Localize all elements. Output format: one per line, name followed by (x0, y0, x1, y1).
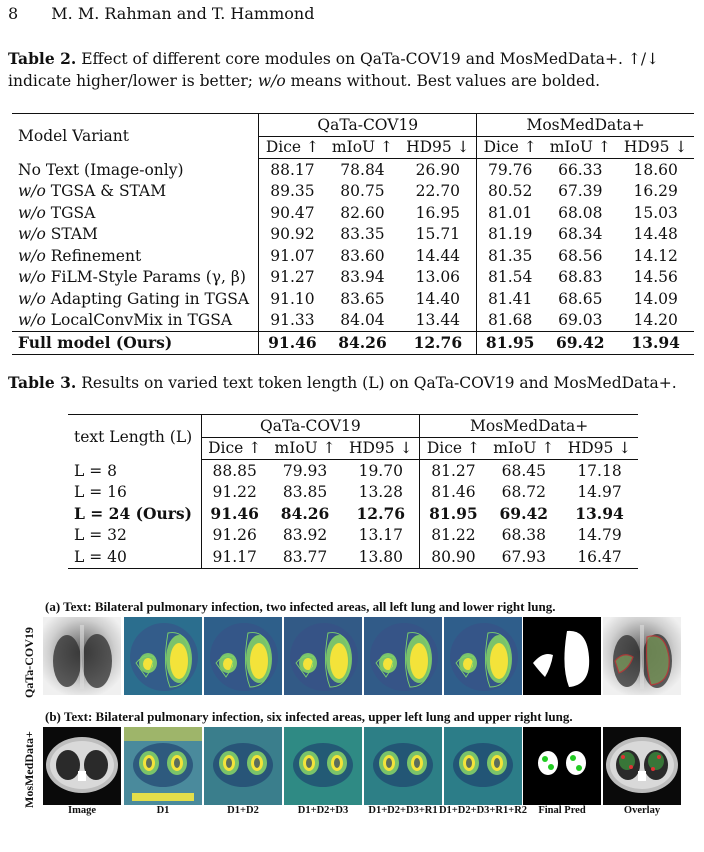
table2-cell: 14.44 (400, 245, 477, 267)
table2-cell: 84.04 (340, 311, 385, 330)
table2-cell: 81.68 (488, 311, 533, 330)
page-number: 8 (8, 4, 19, 23)
without-prefix: w/o (18, 225, 46, 244)
table3-group2: MosMedData+ (420, 415, 638, 438)
table3-row-name: L = 40 (74, 547, 127, 566)
table2-cell: 83.35 (340, 225, 385, 244)
table2-cell: 15.03 (633, 203, 678, 222)
table2-cell: 68.34 (558, 225, 603, 244)
table2-cell: 68.65 (558, 289, 603, 308)
row-label-b: MosMedData+ (22, 731, 36, 808)
table3-caption-text: Results on varied text token length (L) on QaTa-COV19 and MosMedData+. (76, 374, 677, 392)
table3-col-model: text Length (L) (68, 415, 201, 460)
table2-metric-header: HD95 ↓ (400, 136, 477, 159)
table3-cell: 81.95 (429, 504, 478, 524)
table3-cell: 16.47 (561, 546, 638, 568)
table3-row (68, 546, 638, 568)
table2-cell: 80.75 (340, 182, 385, 201)
table2-cell: 68.83 (558, 268, 603, 287)
table2-cell: 79.76 (488, 160, 533, 179)
table3-cell: 88.85 (212, 461, 257, 480)
table2-row-label (12, 202, 259, 224)
row-label-a: QaTa-COV19 (22, 627, 36, 698)
table2-row (12, 159, 694, 181)
table3-metric-header: mIoU ↑ (268, 437, 342, 460)
table2-caption-line2c: means without. Best values are bolded. (285, 72, 601, 90)
table2-row-name: STAM (45, 225, 98, 244)
qata-d1d2d3r1-heatmap (364, 617, 442, 695)
table3-cell: 83.77 (268, 546, 342, 568)
table3-cell: 13.94 (575, 504, 624, 524)
qata-final-pred-mask (523, 617, 601, 695)
table3-cell: 17.18 (577, 461, 622, 480)
table3-cell: 83.85 (282, 483, 328, 502)
table2-row-label (12, 159, 259, 181)
table2-cell: 81.19 (488, 225, 533, 244)
table2-cell: 14.48 (633, 225, 678, 244)
table3-row-label (68, 503, 201, 525)
column-label: D1+D2+D3+R1+R2 (438, 805, 528, 816)
table3-row (68, 503, 638, 525)
table3-cell: 68.38 (501, 526, 546, 545)
table3-metric-header: HD95 ↓ (342, 437, 419, 460)
table2-metric-header: Dice ↑ (259, 136, 326, 159)
table2-cell: 69.03 (558, 311, 603, 330)
table2-row (12, 288, 694, 310)
table2-cell: 18.60 (633, 160, 678, 179)
qata-d1d2d3-heatmap (284, 617, 362, 695)
mosmed-d1d2d3r1-heatmap (364, 727, 442, 805)
mosmed-final-pred-mask (523, 727, 601, 805)
table3-metric-header: mIoU ↑ (487, 437, 561, 460)
table2-cell: 14.12 (633, 246, 678, 265)
table2-col-model: Model Variant (12, 114, 259, 159)
table2-metric-header: Dice ↑ (477, 136, 544, 159)
table3-row-label (68, 525, 201, 547)
table2-row-name: TGSA & STAM (45, 182, 167, 201)
qata-d1-heatmap (124, 617, 202, 695)
table2-cell: 13.44 (400, 310, 477, 332)
table2-cell: 81.35 (488, 246, 533, 265)
table3-label: Table 3. (8, 373, 77, 392)
table2-cell: 67.39 (558, 182, 603, 201)
table2-cell: 68.56 (558, 246, 603, 265)
table3-metric-header: HD95 ↓ (561, 437, 638, 460)
table2-cell: 12.76 (400, 332, 477, 355)
table3-cell: 91.17 (201, 546, 268, 568)
table2-caption-line2a: indicate higher/lower is better; (8, 72, 258, 90)
table2-cell: 78.84 (340, 160, 385, 179)
table2-cell: 83.94 (340, 268, 385, 287)
table3-row (68, 482, 638, 504)
table2-row-name: Full model (Ours) (18, 333, 173, 353)
table3-cell: 81.46 (431, 483, 476, 502)
table2-row-name: No Text (Image-only) (18, 160, 184, 179)
without-prefix: w/o (18, 182, 46, 201)
table2-row-name: TGSA (45, 203, 96, 222)
without-prefix: w/o (18, 311, 46, 330)
table2-cell: 89.35 (270, 182, 315, 201)
table3-row-name: L = 8 (74, 461, 117, 480)
table2-row-label (12, 181, 259, 203)
qata-d1d2-heatmap (204, 617, 282, 695)
table2-cell: 13.06 (400, 267, 477, 289)
table3-cell: 81.27 (431, 461, 476, 480)
table2-caption-wo: w/o (257, 72, 286, 90)
table2-row-name: LocalConvMix in TGSA (45, 311, 233, 330)
table2-row (12, 267, 694, 289)
table3-cell: 68.72 (501, 483, 546, 502)
figure-title-b: (b) Text: Bilateral pulmonary infection, six infected areas, upper left lung and upper right lung. (45, 709, 573, 724)
column-label: D1+D2+D3+R1 (368, 805, 438, 816)
table2-cell: 68.08 (558, 203, 603, 222)
table2-metric-header: HD95 ↓ (617, 136, 694, 159)
table3 (68, 414, 638, 569)
authors: M. M. Rahman and T. Hammond (51, 4, 315, 23)
table2-cell: 83.65 (340, 289, 385, 308)
table2-row-name: FiLM-Style Params (γ, β) (45, 268, 246, 287)
table3-cell: 14.97 (577, 483, 622, 502)
table3-cell: 14.79 (577, 526, 622, 545)
table2-label: Table 2. (8, 49, 77, 68)
table3-row-label (68, 546, 201, 568)
table2-row-label (12, 310, 259, 332)
table2-row-name: Adapting Gating in TGSA (45, 289, 250, 308)
table3-cell: 12.76 (342, 503, 419, 525)
column-label: Overlay (623, 805, 661, 816)
table2-row (12, 202, 694, 224)
table2-cell: 16.29 (633, 182, 678, 201)
mosmed-d1d2d3r1r2-heatmap (444, 727, 522, 805)
table2-cell: 14.09 (633, 289, 678, 308)
without-prefix: w/o (18, 203, 46, 222)
table3-row-label (68, 482, 201, 504)
table3-cell: 79.93 (282, 461, 328, 480)
table2-row (12, 332, 694, 355)
table2-row-label (12, 267, 259, 289)
table2-metric-header: mIoU ↑ (325, 136, 399, 159)
table2-cell: 13.94 (617, 332, 694, 355)
table3-cell: 91.26 (212, 526, 257, 545)
table2-cell: 91.07 (270, 246, 315, 265)
table3-cell: 68.45 (501, 461, 546, 480)
table3-row-name: L = 24 (Ours) (74, 504, 192, 524)
qata-d1d2d3r1r2-heatmap (444, 617, 522, 695)
table3-caption (8, 372, 698, 394)
mosmed-overlay-image (603, 727, 681, 805)
column-label: D1 (156, 805, 170, 816)
table2-cell: 14.56 (633, 268, 678, 287)
table3-cell: 83.92 (282, 526, 328, 545)
table2-cell: 84.26 (325, 332, 399, 355)
table2-cell: 66.33 (558, 160, 603, 179)
column-label: Image (68, 805, 96, 816)
table2-cell: 14.40 (400, 288, 477, 310)
mosmed-d1-heatmap (124, 727, 202, 805)
table2-caption-line1: Effect of different core modules on QaTa-COV19 and MosMedData+. ↑/↓ (76, 50, 660, 68)
without-prefix: w/o (18, 246, 46, 265)
table2-group1: QaTa-COV19 (259, 114, 477, 137)
table2-metric-header: mIoU ↑ (543, 136, 617, 159)
table2-caption (8, 48, 698, 92)
table3-cell: 19.70 (342, 460, 419, 482)
table3-cell: 91.46 (210, 504, 259, 524)
table3-row-name: L = 32 (74, 526, 127, 545)
table3-cell: 80.90 (420, 546, 487, 568)
table3-row-name: L = 16 (74, 483, 127, 502)
table3-cell: 91.22 (212, 483, 257, 502)
table2-row (12, 224, 694, 246)
table3-row-label (68, 460, 201, 482)
qata-overlay-image (603, 617, 681, 695)
table2-row (12, 245, 694, 267)
table3-group1: QaTa-COV19 (201, 415, 420, 438)
figure-title-a: (a) Text: Bilateral pulmonary infection, two infected areas, all left lung and lower right lung. (45, 599, 556, 614)
column-label: D1+D2 (227, 805, 259, 816)
table3-cell: 13.80 (342, 546, 419, 568)
without-prefix: w/o (18, 289, 46, 308)
table2-cell: 69.42 (543, 332, 617, 355)
table2-cell: 22.70 (400, 181, 477, 203)
page-header (8, 4, 314, 23)
table2-cell: 90.92 (270, 225, 315, 244)
table2-row-name: Refinement (45, 246, 142, 265)
qata-image-tile (43, 617, 121, 695)
table2-row-label (12, 288, 259, 310)
table2-cell: 88.17 (270, 160, 315, 179)
table2-row (12, 181, 694, 203)
table2-cell: 91.46 (259, 332, 326, 355)
table2-row-label (12, 332, 259, 355)
table3-cell: 67.93 (487, 546, 561, 568)
table2-cell: 81.54 (488, 268, 533, 287)
table3-cell: 69.42 (499, 504, 549, 524)
table3-metric-header: Dice ↑ (420, 437, 487, 460)
table3-metric-header: Dice ↑ (201, 437, 268, 460)
table2-cell: 15.71 (400, 224, 477, 246)
table2-cell: 91.27 (270, 268, 315, 287)
table2-row-label (12, 224, 259, 246)
table3-cell: 81.22 (431, 526, 476, 545)
without-prefix: w/o (18, 268, 46, 287)
table2-cell: 26.90 (400, 159, 477, 181)
table2-cell: 90.47 (270, 203, 315, 222)
column-label: D1+D2+D3 (297, 805, 349, 816)
mosmed-image-tile (43, 727, 121, 805)
table3-cell: 13.28 (342, 482, 419, 504)
table2 (12, 113, 694, 355)
table3-cell: 84.26 (280, 504, 330, 524)
mosmed-d1d2-heatmap (204, 727, 282, 805)
mosmed-d1d2d3-heatmap (284, 727, 362, 805)
table2-cell: 81.41 (488, 289, 533, 308)
table2-cell: 80.52 (488, 182, 533, 201)
table2-row (12, 310, 694, 332)
table2-row-label (12, 245, 259, 267)
figure (0, 596, 704, 826)
table2-cell: 81.95 (477, 332, 544, 355)
table2-cell: 91.33 (270, 311, 315, 330)
column-label: Final Pred (538, 805, 586, 816)
table2-cell: 81.01 (488, 203, 533, 222)
table2-cell: 82.60 (340, 203, 385, 222)
table3-row (68, 460, 638, 482)
table3-cell: 13.17 (342, 525, 419, 547)
table2-cell: 16.95 (400, 202, 477, 224)
table3-row (68, 525, 638, 547)
table2-cell: 14.20 (633, 311, 678, 330)
table2-group2: MosMedData+ (477, 114, 694, 137)
table2-cell: 91.10 (270, 289, 315, 308)
table2-cell: 83.60 (340, 246, 385, 265)
